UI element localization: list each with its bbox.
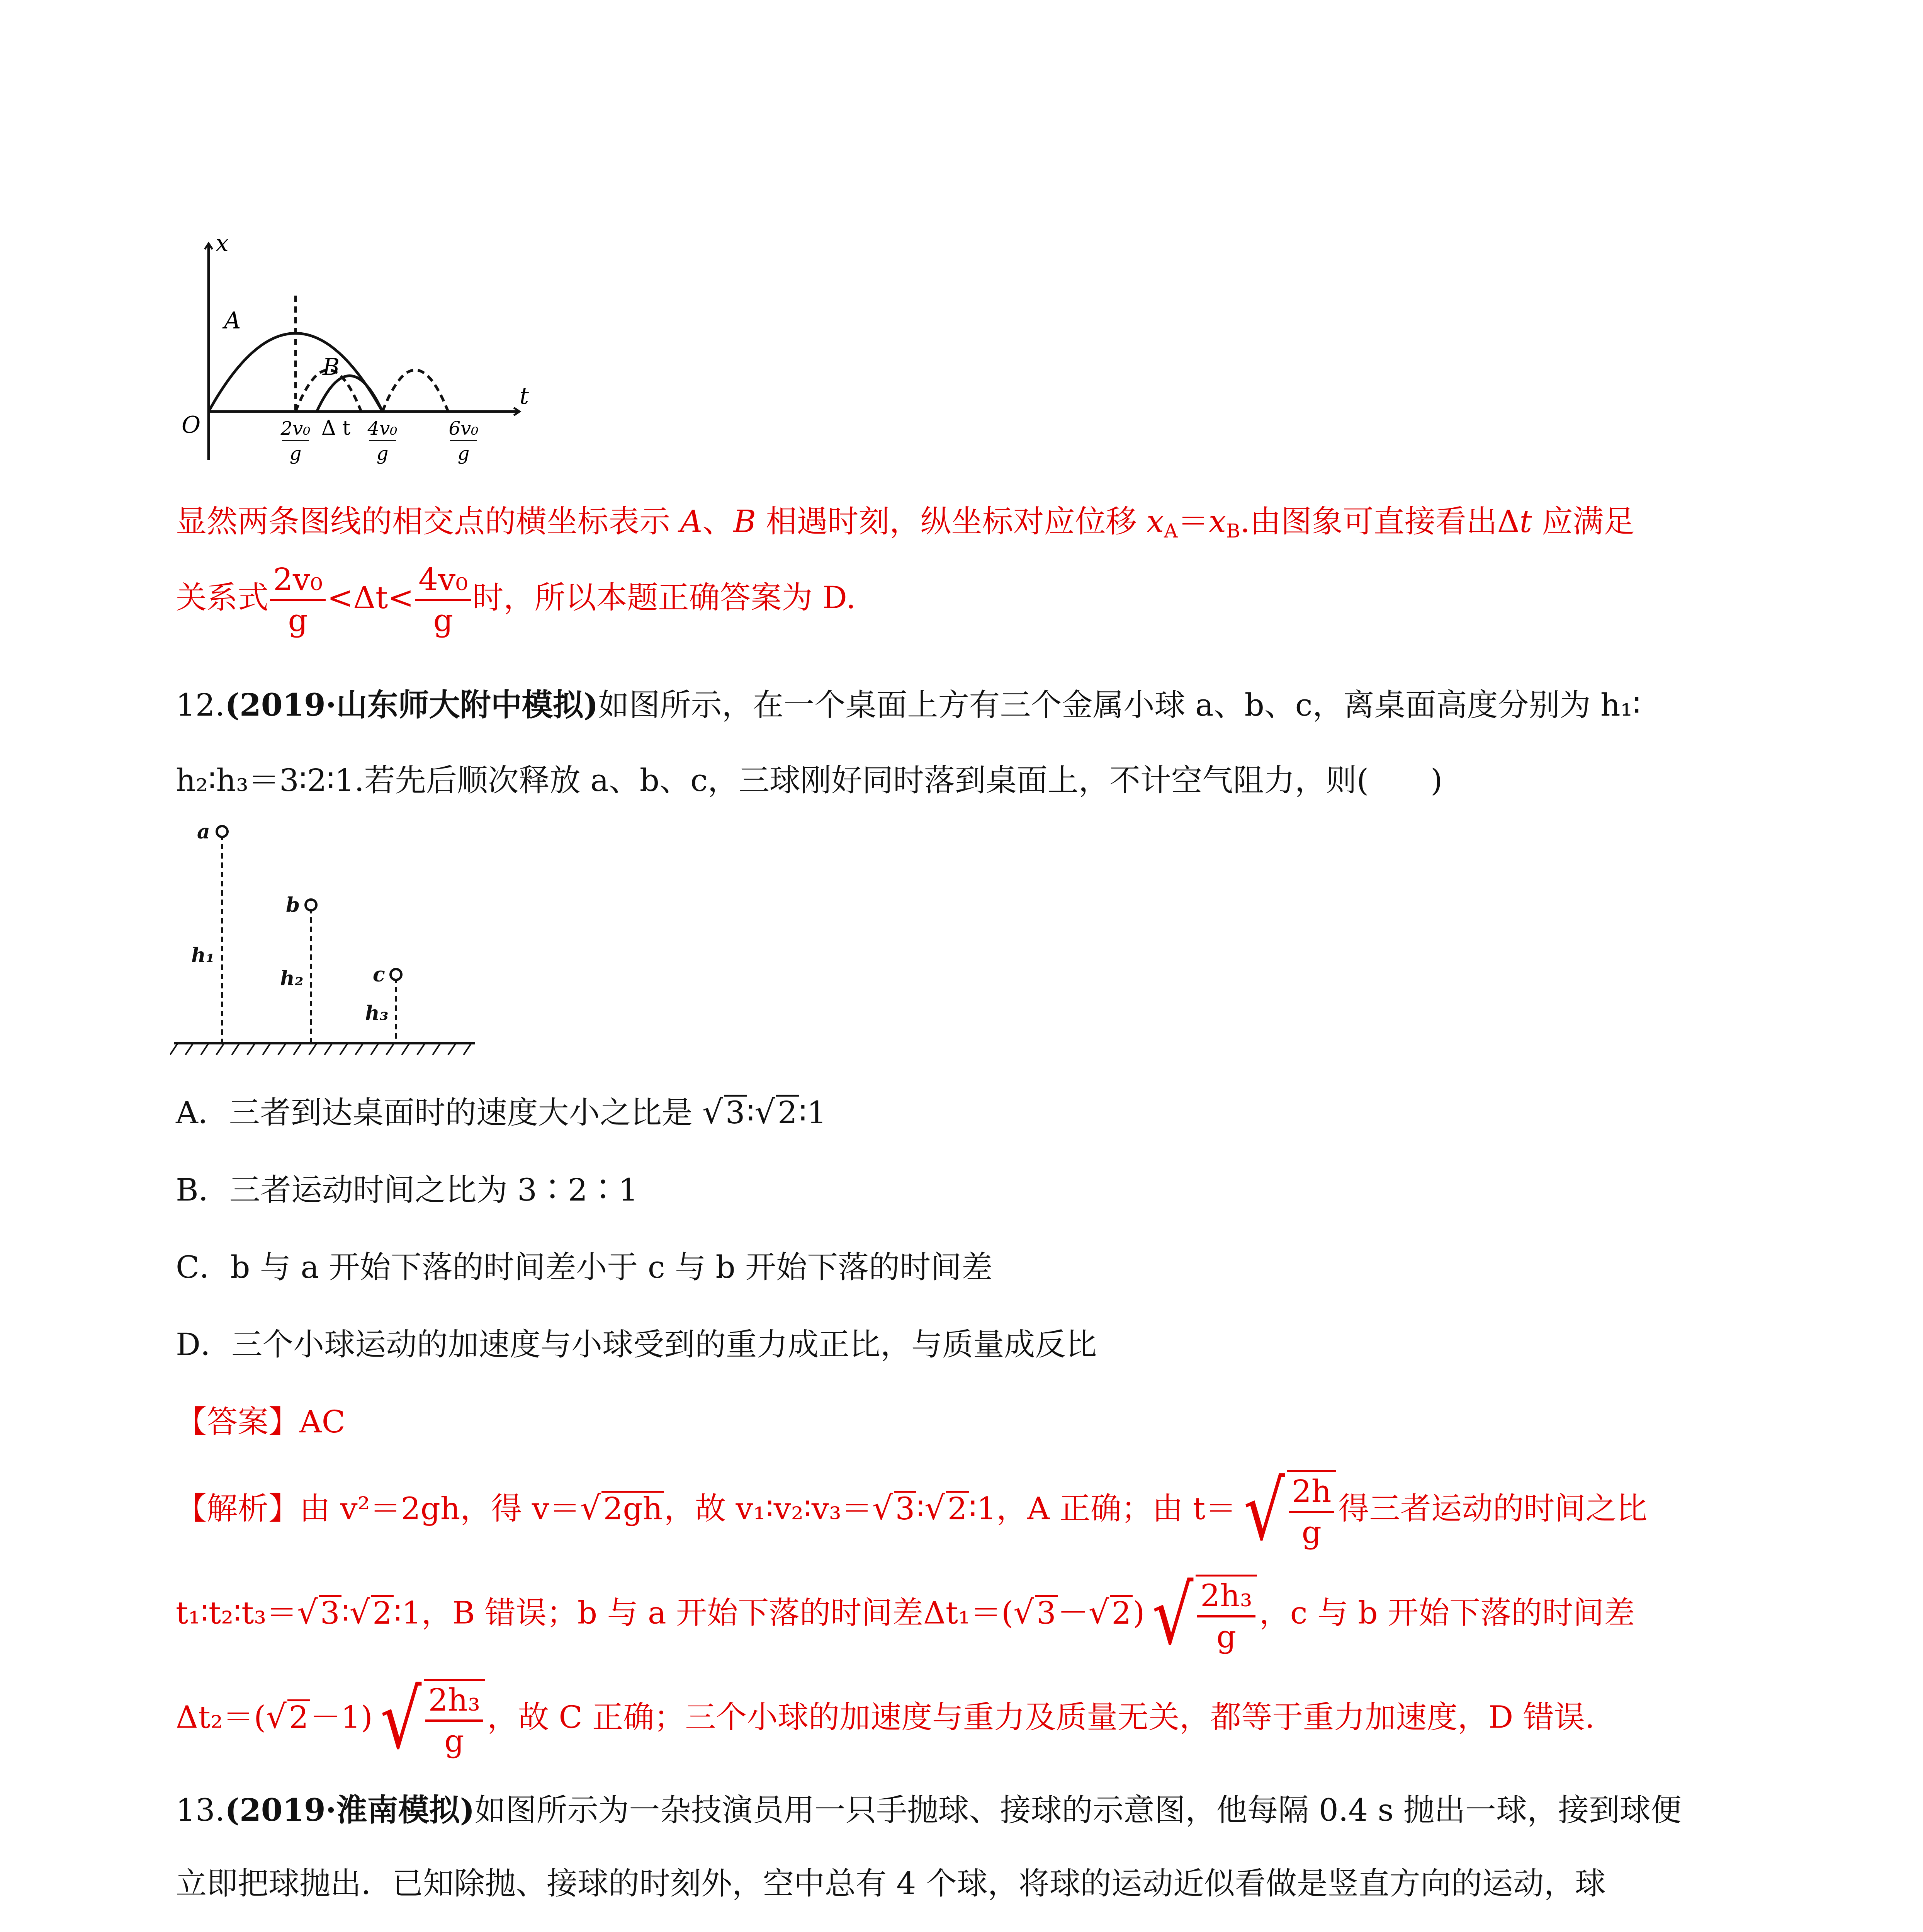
- frac-den: g: [433, 602, 453, 638]
- tick-den: g: [289, 443, 302, 464]
- explain-tag: 【解析】: [176, 1490, 299, 1527]
- height-h1-label: h₁: [191, 944, 215, 967]
- explain-text: ，c 与 b 开始下落的时间差: [1259, 1595, 1635, 1631]
- answer-value: AC: [299, 1404, 345, 1440]
- ratio-colon: ∶: [746, 1095, 755, 1131]
- paren: ): [1133, 1595, 1145, 1631]
- tick-num: 2v₀: [280, 418, 311, 439]
- q11-explain-line2: [176, 560, 856, 640]
- frac-num: 2h: [1289, 1472, 1334, 1513]
- q11-explain-text: 应满足: [1542, 503, 1635, 539]
- subscript: B: [1226, 519, 1240, 542]
- q11-explain-text: 显然两条图线的相交点的横坐标表示: [176, 503, 670, 539]
- sqrt-2h3-over-g: √ $\frac{\text{2h₃}}{g}$: [1147, 1575, 1257, 1656]
- q12-stem-line2: [176, 755, 1442, 800]
- q13-stem-line2: 立即把球抛出．已知除抛、接球的时刻外，空中总有 4 个球，将球的运动近似看做是竖直方向的运动，球: [176, 1866, 1606, 1901]
- sqrt-symbol: √: [702, 1093, 723, 1131]
- fraction-2v0-g: [270, 560, 326, 640]
- q12-stem-line1: [176, 680, 1641, 724]
- explain-text: ，故 C 正确；三个小球的加速度与重力及质量无关，都等于重力加速度，D 错误.: [487, 1699, 1595, 1735]
- sqrt-symbol: √: [1013, 1593, 1034, 1631]
- q11-explain-text: 关系式: [176, 580, 268, 616]
- ratio-colon: ∶: [916, 1490, 925, 1527]
- height-h3-label: h₃: [365, 1002, 389, 1025]
- sqrt-2h3-over-g: √ $\frac{\text{2h₃}}{g}$: [375, 1679, 485, 1760]
- three-balls-figure: [170, 823, 487, 1063]
- tick-2v0-over-g: [280, 418, 311, 464]
- minus: －: [1057, 1595, 1089, 1631]
- question-text: h₂∶h₃＝3∶2∶1.若先后顺次释放 a、b、c，三球刚好同时落到桌面上，不计空气阻力，则( ): [176, 762, 1443, 798]
- tick-den: g: [457, 443, 470, 464]
- var-t: t: [1519, 503, 1532, 539]
- explain-text: ∶1，A 正确；由 t＝: [968, 1490, 1237, 1527]
- tick-num: 4v₀: [367, 418, 398, 439]
- radicand: 2: [371, 1595, 394, 1629]
- fraction-4v0-g: [415, 560, 471, 640]
- subscript: A: [1164, 519, 1178, 542]
- option-text: A．三者到达桌面时的速度大小之比是: [176, 1095, 693, 1131]
- q12-explain-line1: [176, 1463, 1648, 1558]
- var-xb: x: [1208, 503, 1226, 539]
- radicand: 3: [894, 1491, 917, 1525]
- delta-t-label: Δ t: [321, 417, 350, 440]
- var-xa: x: [1146, 503, 1164, 539]
- option-text: ∶1: [798, 1095, 827, 1131]
- radicand: 2: [776, 1095, 799, 1129]
- question-text: 如图所示，在一个桌面上方有三个金属小球 a、b、c，离桌面高度分别为 h₁∶: [598, 687, 1641, 723]
- question-number: 13.: [176, 1792, 225, 1828]
- question-source: (2019·淮南模拟): [225, 1792, 475, 1828]
- sqrt-symbol: √: [1088, 1593, 1109, 1631]
- tick-num: 6v₀: [448, 418, 479, 439]
- tick-6v0-over-g: [449, 418, 479, 464]
- tick-den: g: [376, 443, 389, 464]
- question-text: 如图所示为一杂技演员用一只手抛球、接球的示意图，他每隔 0.4 s 抛出一球，接到球便: [474, 1792, 1682, 1828]
- sqrt-symbol: √: [266, 1697, 287, 1736]
- frac-den: g: [444, 1723, 464, 1759]
- frac-num: 4v₀: [415, 560, 471, 601]
- radicand: 3: [1035, 1595, 1058, 1629]
- frac-den: g: [288, 602, 308, 638]
- q11-explain-text: 相遇时刻，纵坐标对应位移: [766, 503, 1137, 539]
- answer-tag: 【答案】: [176, 1404, 299, 1440]
- x-axis-label: x: [216, 232, 229, 257]
- frac-num: 2v₀: [270, 560, 326, 601]
- sqrt-symbol: √: [872, 1489, 893, 1527]
- q11-explain-text: 时，所以本题正确答案为 D.: [472, 580, 856, 616]
- q12-option-b: B．三者运动时间之比为 3∶2∶1: [176, 1172, 638, 1208]
- q12-option-d: D．三个小球运动的加速度与小球受到的重力成正比，与质量成反比: [176, 1327, 1097, 1362]
- explain-text: －1): [310, 1699, 373, 1735]
- ball-a-label: a: [197, 823, 210, 844]
- var-b: B: [733, 503, 756, 539]
- separator: 、: [702, 503, 734, 539]
- equals: ＝: [1177, 503, 1209, 539]
- height-h2-label: h₂: [280, 967, 304, 990]
- q13-stem-line1: [176, 1785, 1682, 1830]
- ratio-colon: ∶: [341, 1595, 350, 1631]
- q12-option-c: C．b 与 a 开始下落的时间差小于 c 与 b 开始下落的时间差: [176, 1249, 993, 1285]
- xt-graph-figure: [170, 232, 541, 471]
- question-source: (2019·山东师大附中模拟): [225, 687, 598, 723]
- explain-text: ∶1，B 错误；b 与 a 开始下落的时间差Δt₁＝(: [394, 1595, 1014, 1631]
- sqrt-2h-over-g: √ $\frac{2h}{g}$: [1238, 1470, 1336, 1552]
- inequality: <Δt<: [327, 580, 414, 616]
- frac-den: g: [1301, 1514, 1322, 1550]
- explain-text: Δt₂＝(: [176, 1699, 266, 1735]
- q11-explain-text: .由图象可直接看出Δ: [1240, 503, 1520, 539]
- sqrt-symbol: √: [924, 1489, 945, 1527]
- curve-a-label: A: [224, 307, 241, 334]
- curve-b-label: B: [323, 354, 340, 381]
- question-number: 12.: [176, 687, 225, 723]
- q11-explain-line1: [176, 497, 1634, 542]
- sqrt-symbol: √: [754, 1093, 776, 1131]
- t-axis-label: t: [520, 383, 529, 410]
- frac-den: g: [1216, 1619, 1237, 1655]
- var-a: A: [680, 503, 703, 539]
- radicand: 2: [1110, 1595, 1133, 1629]
- radicand: 2: [287, 1699, 310, 1734]
- radicand: 3: [724, 1095, 747, 1129]
- ball-b-label: b: [286, 893, 300, 917]
- explain-text: 得三者运动的时间之比: [1338, 1490, 1648, 1527]
- sqrt-symbol: √: [580, 1489, 601, 1527]
- q12-option-a: [176, 1088, 827, 1132]
- q12-explain-line2: [176, 1568, 1635, 1663]
- frac-num: 2h₃: [1197, 1577, 1255, 1617]
- explain-text: 由 v²＝2gh，得 v＝: [299, 1490, 580, 1527]
- ball-c-label: c: [373, 963, 385, 986]
- explain-text: t₁∶t₂∶t₃＝: [176, 1595, 297, 1631]
- origin-label: O: [182, 412, 201, 439]
- radicand: 2gh: [601, 1491, 664, 1525]
- tick-4v0-over-g: [367, 418, 398, 464]
- radicand: 2: [946, 1491, 969, 1525]
- q12-answer: [176, 1397, 345, 1441]
- explain-text: ，故 v₁∶v₂∶v₃＝: [664, 1490, 872, 1527]
- q12-explain-line3: [176, 1672, 1595, 1767]
- sqrt-symbol: √: [349, 1593, 370, 1631]
- frac-num: 2h₃: [425, 1681, 484, 1722]
- sqrt-symbol: √: [297, 1593, 318, 1631]
- radicand: 3: [319, 1595, 341, 1629]
